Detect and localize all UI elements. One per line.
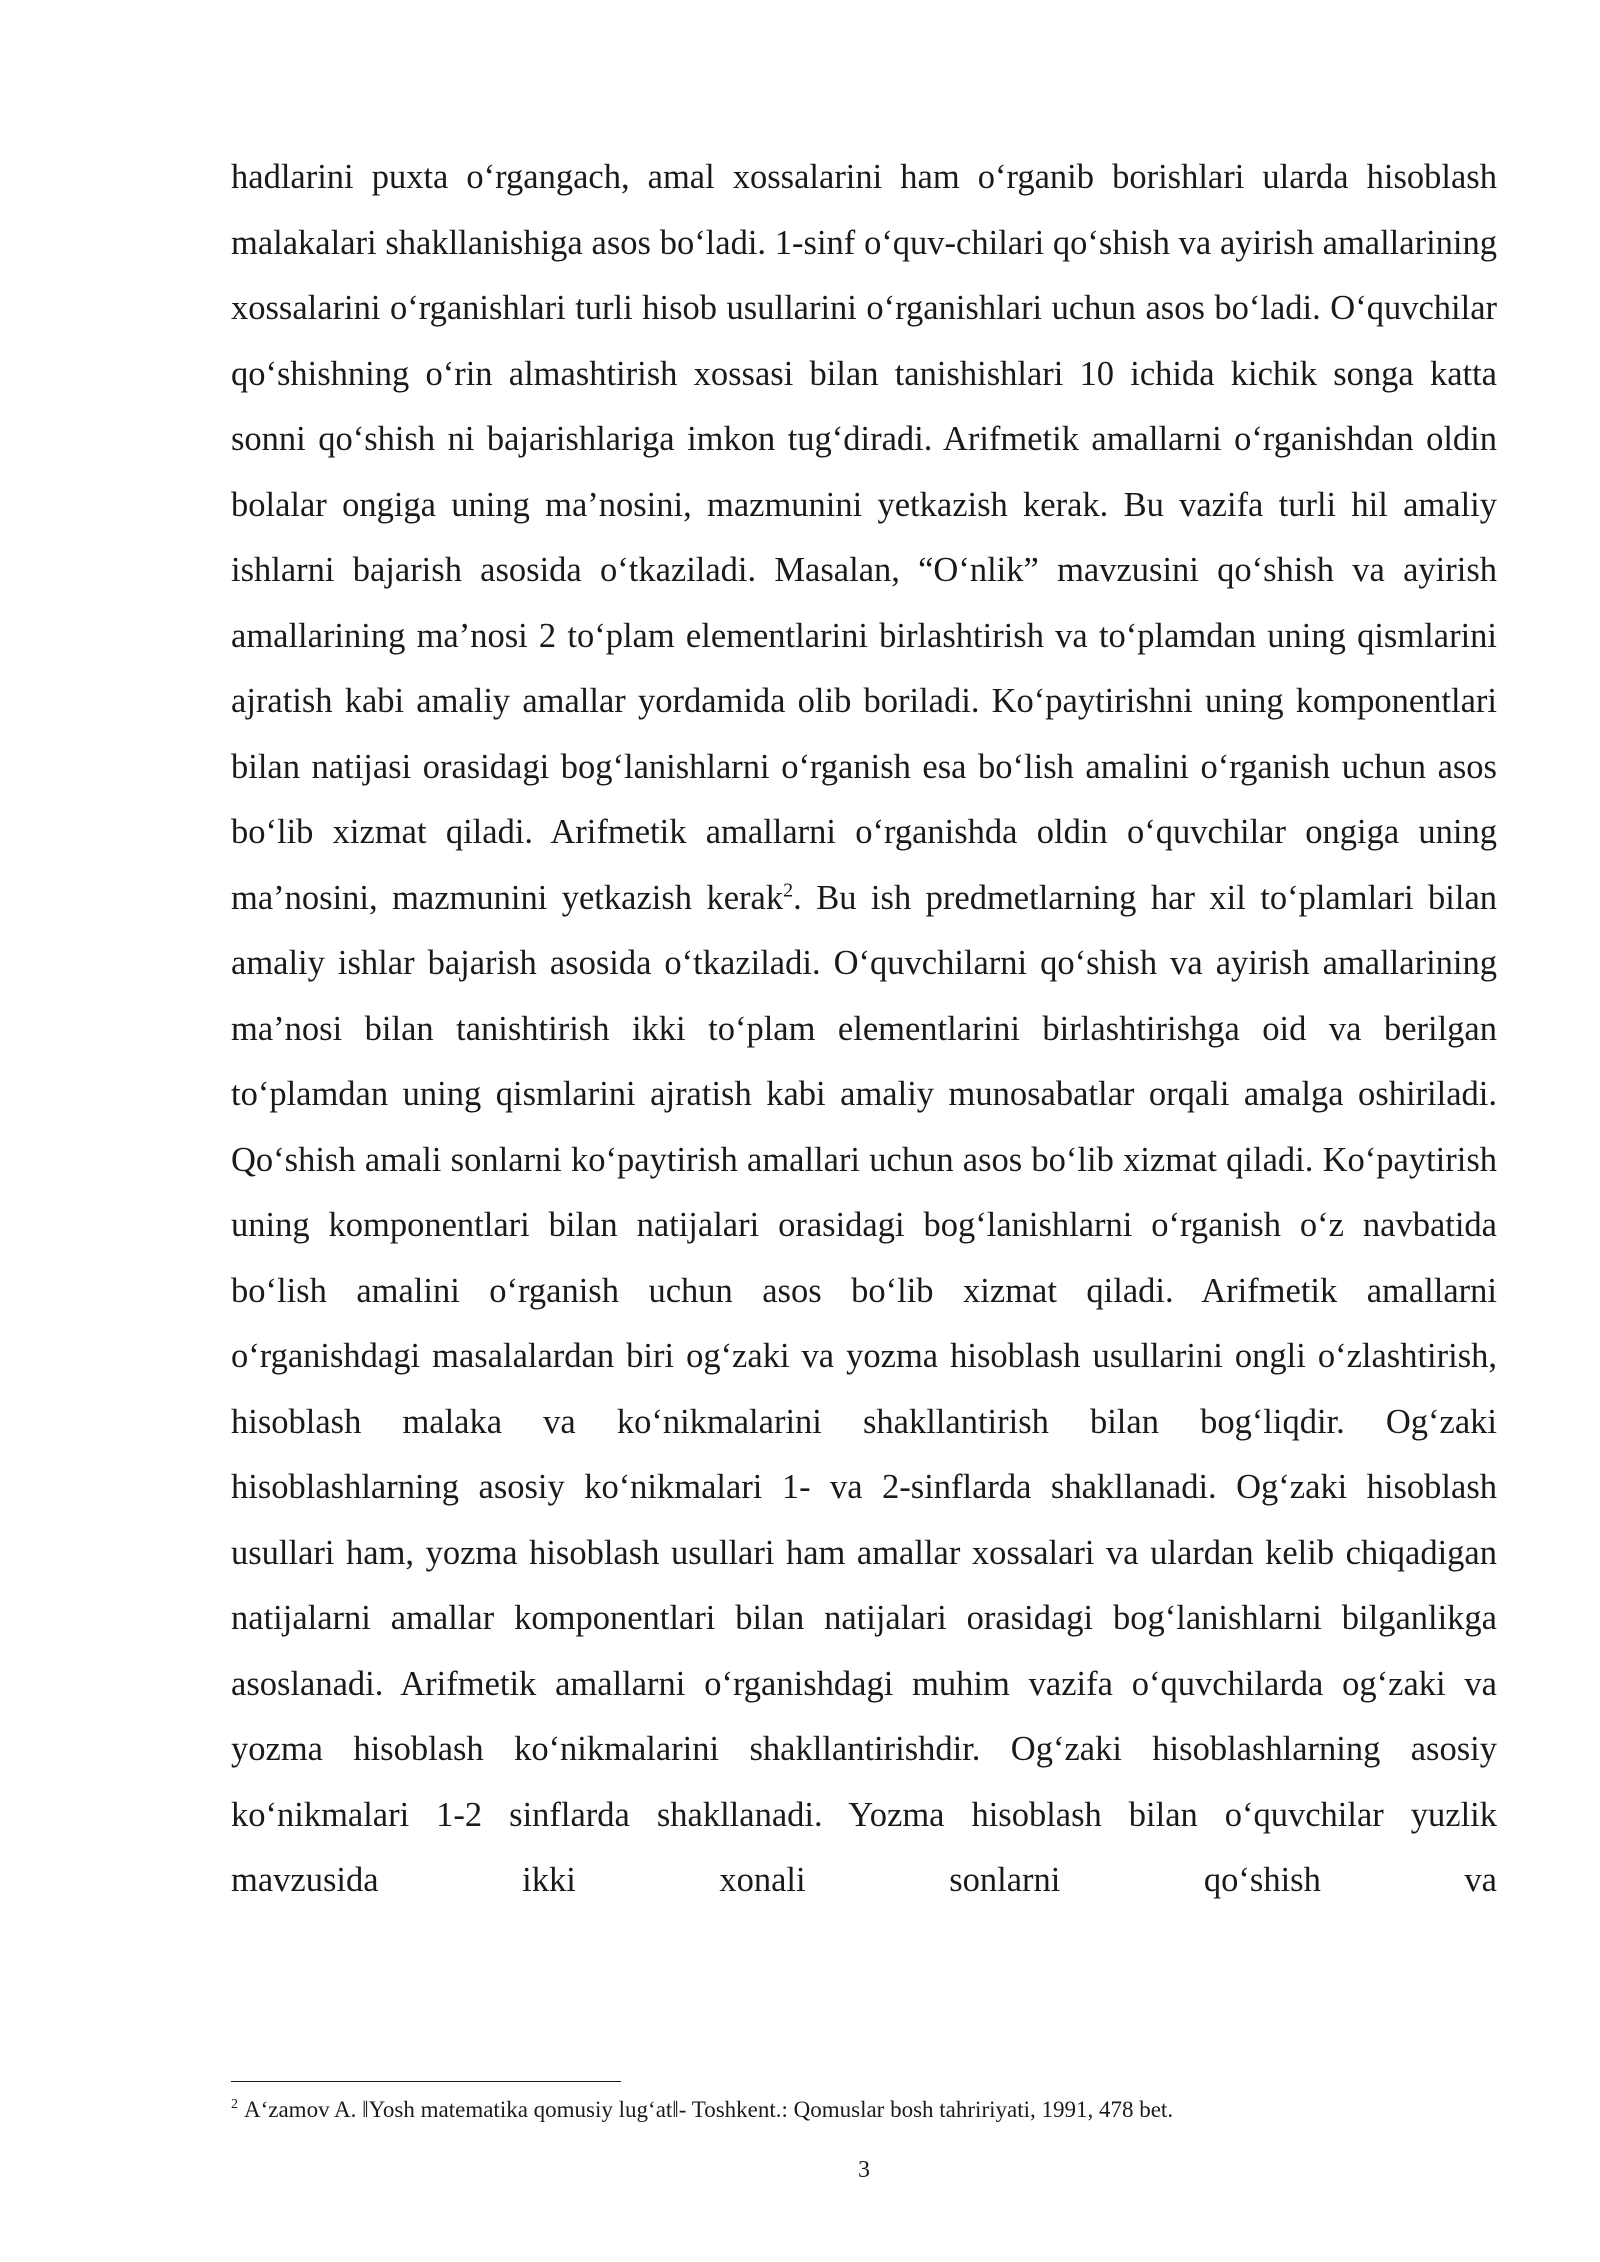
page-number: 3 xyxy=(858,2157,870,2183)
footnote-separator xyxy=(231,2081,621,2082)
body-paragraph xyxy=(231,145,1497,1914)
footnote-number: 2 xyxy=(231,2097,238,2113)
footnote-reference: 2 xyxy=(783,879,794,901)
body-text-part-1: hadlarini puxta o‘rgangach, amal xossalarini ham o‘rganib borishlari ularda hisoblash malakalari shakllanishiga asos bo‘ladi. 1-sinf o‘quv-chilari qo‘shish va ayirish amallarining xossalarini o‘rganishlari turli hisob usullarini o‘rganishlari uchun asos bo‘ladi. O‘quvchilar qo‘shishning o‘rin almashtirish xossasi bilan tanishishlari 10 ichida kichik songa katta sonni qo‘shish ni bajarishlariga imkon tug‘diradi. Arifmetik amallarni o‘rganishdan oldin bolalar ongiga uning ma’nosini, mazmunini yetkazish kerak. Bu vazifa turli hil amaliy ishlarni bajarish asosida o‘tkaziladi. Masalan, “O‘nlik” mavzusini qo‘shish va ayirish amallarining ma’nosi 2 to‘plam elementlarini birlashtirish va to‘plamdan uning qismlarini ajratish kabi amaliy amallar yordamida olib boriladi. Ko‘paytirishni uning komponentlari bilan natijasi orasidagi bog‘lanishlarni o‘rganish esa bo‘lish amalini o‘rganish uchun asos bo‘lib xizmat qiladi. Arifmetik amallarni o‘rganishda oldin o‘quvchilar ongiga uning ma’nosini, mazmunini yetkazish kerak xyxy=(231,158,1497,917)
footnote xyxy=(231,2096,1497,2124)
body-text-part-2: . Bu ish predmetlarning har xil to‘plamlari bilan amaliy ishlar bajarish asosida o‘tkaziladi. O‘quvchilarni qo‘shish va ayirish amallarining ma’nosi bilan tanishtirish ikki to‘plam elementlarini birlashtirishga oid va berilgan to‘plamdan uning qismlarini ajratish kabi amaliy munosabatlar orqali amalga oshiriladi. Qo‘shish amali sonlarni ko‘paytirish amallari uchun asos bo‘lib xizmat qiladi. Ko‘paytirish uning komponentlari bilan natijalari orasidagi bog‘lanishlarni o‘rganish o‘z navbatida bo‘lish amalini o‘rganish uchun asos bo‘lib xizmat qiladi. Arifmetik amallarni o‘rganishdagi masalalardan biri og‘zaki va yozma hisoblash usullarini ongli o‘zlashtirish, hisoblash malaka va ko‘nikmalarini shakllantirish bilan bog‘liqdir. Og‘zaki hisoblashlarning asosiy ko‘nikmalari 1- va 2-sinflarda shakllanadi. Og‘zaki hisoblash usullari ham, yozma hisoblash usullari ham amallar xossalari va ulardan kelib chiqadigan natijalarni amallar komponentlari bilan natijalari orasidagi bog‘lanishlarni bilganlikga asoslanadi. Arifmetik amallarni o‘rganishdagi muhim vazifa o‘quvchilarda og‘zaki va yozma hisoblash ko‘nikmalarini shakllantirishdir. Og‘zaki hisoblashlarning asosiy ko‘nikmalari 1-2 sinflarda shakllanadi. Yozma hisoblash bilan o‘quvchilar yuzlik mavzusida ikki xonali sonlarni qo‘shish va xyxy=(231,878,1498,1899)
footnote-text: A‘zamov A. ‖Yosh matematika qomusiy lug‘at‖- Toshkent.: Qomuslar bosh tahririyati, 1991, 478 bet. xyxy=(244,2097,1174,2122)
